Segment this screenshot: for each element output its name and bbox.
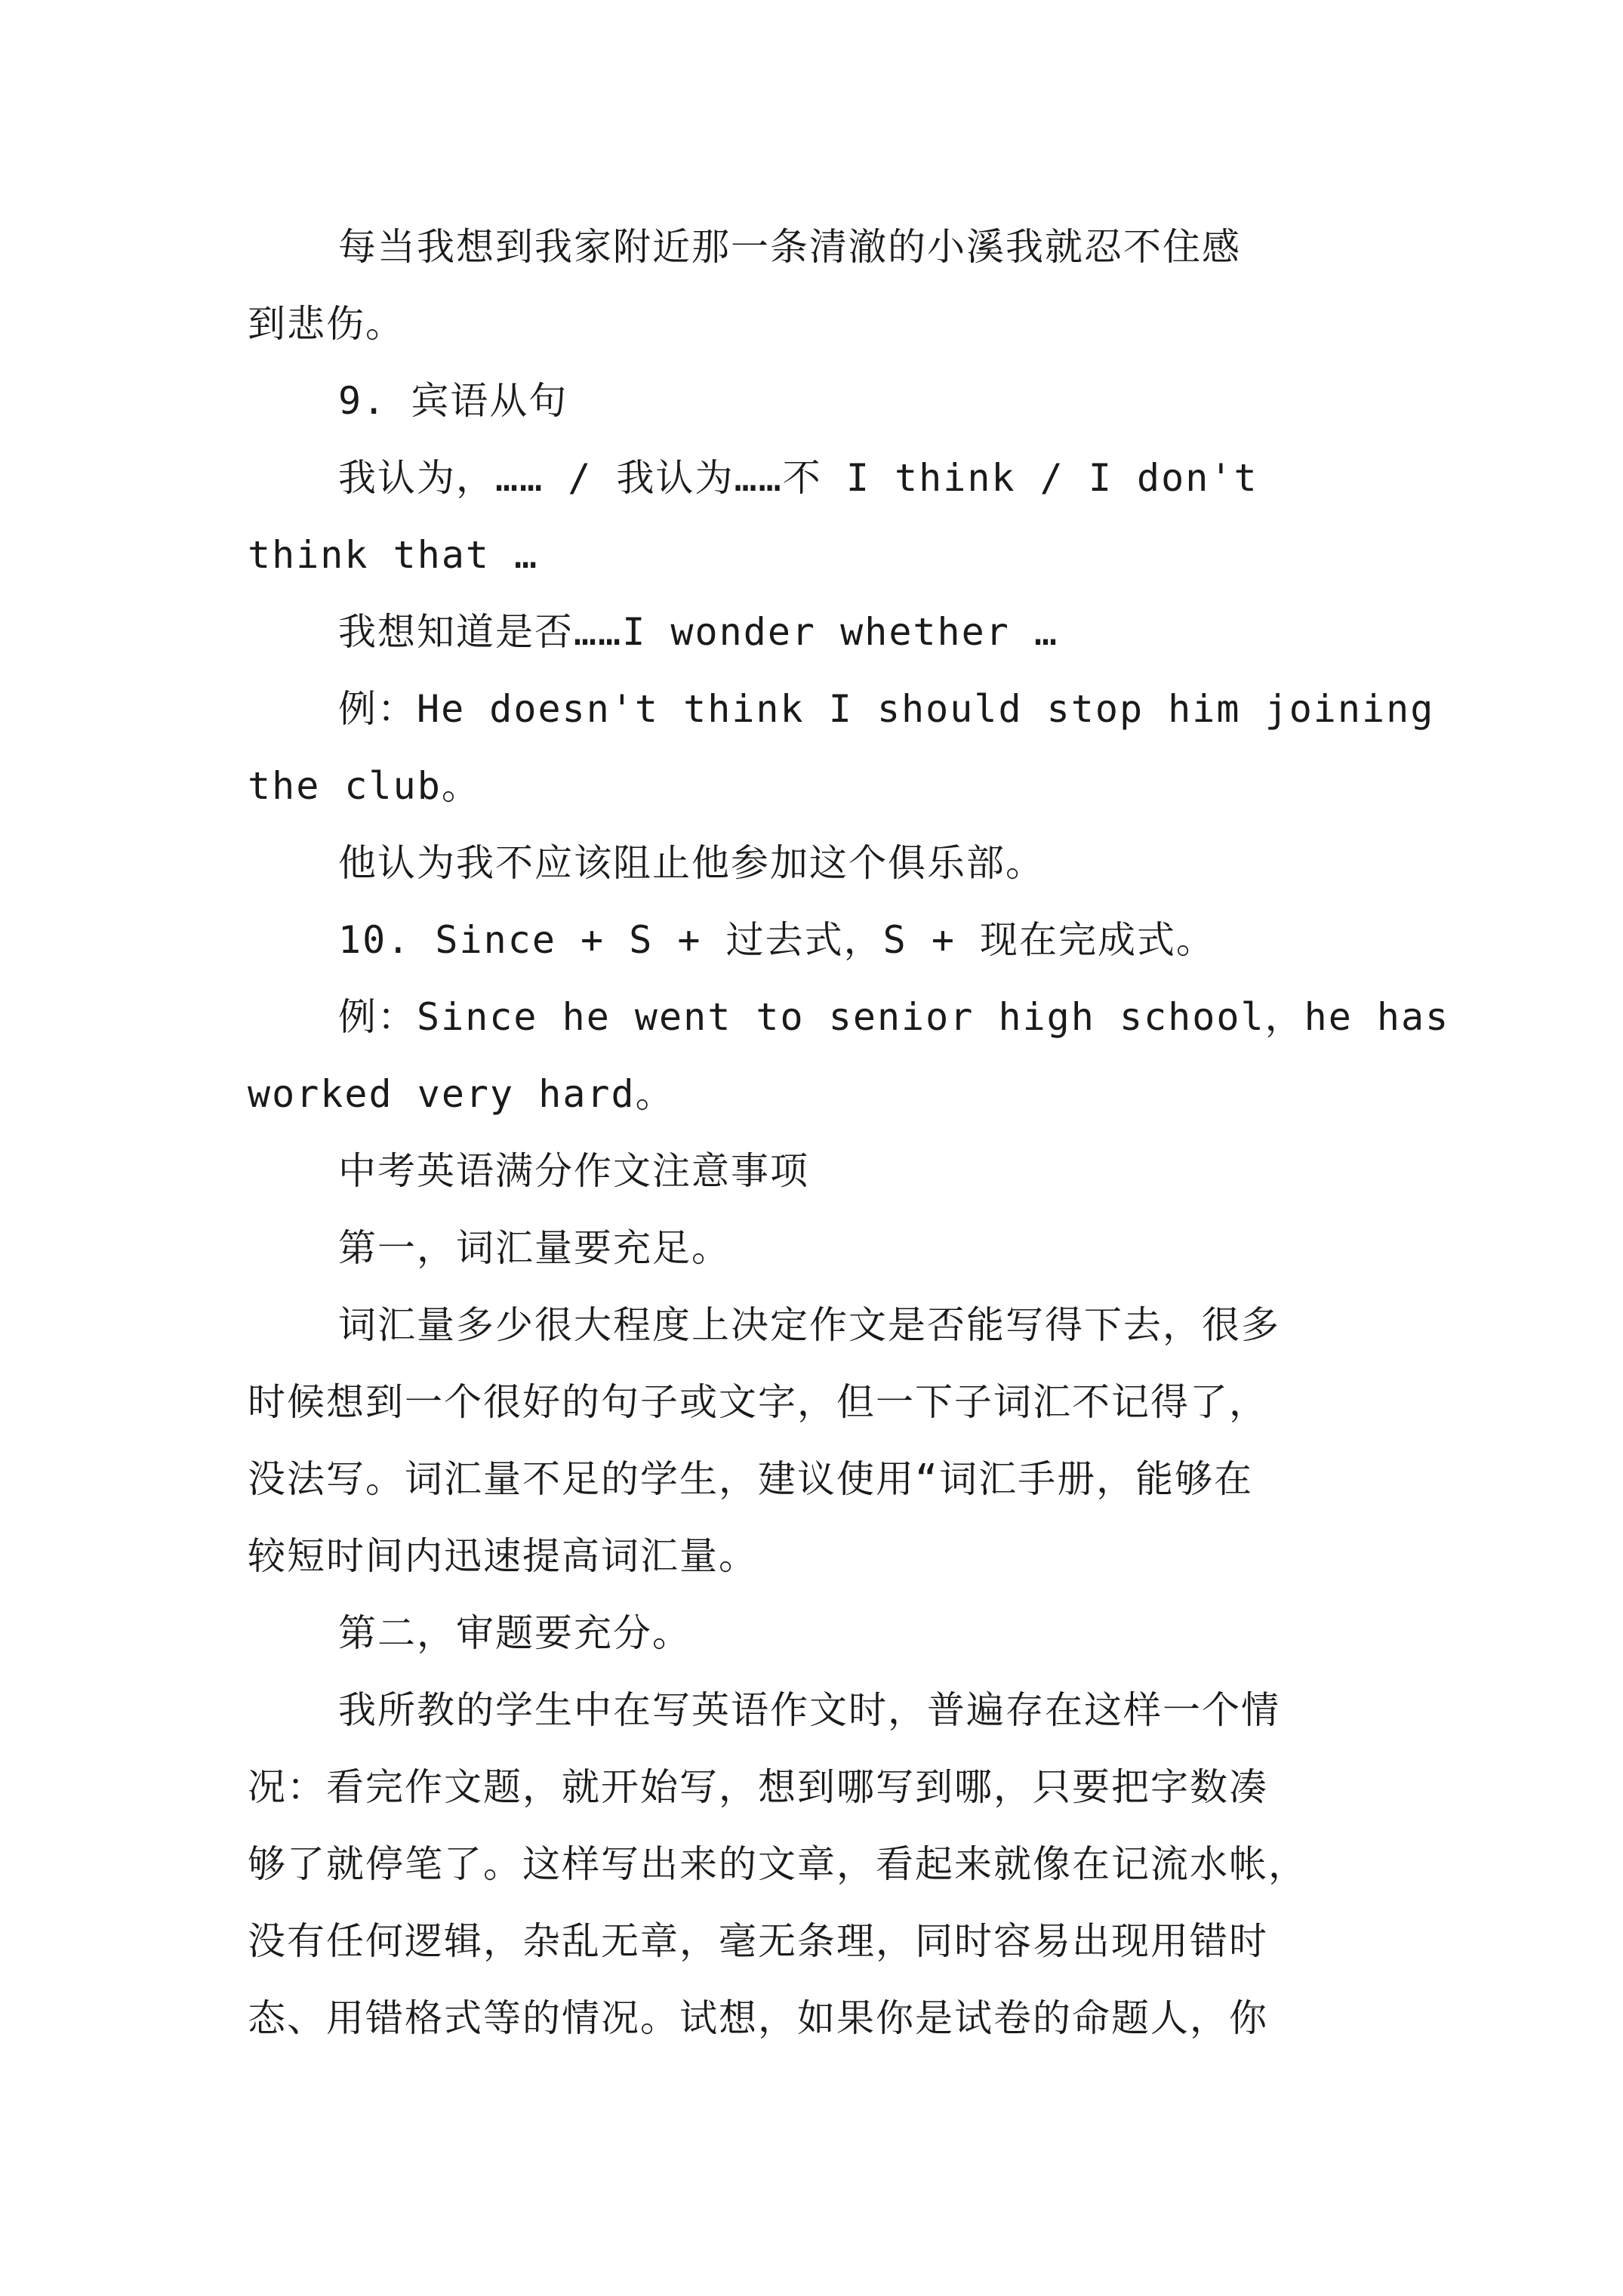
paragraph-line: 没有任何逻辑，杂乱无章，毫无条理，同时容易出现用错时: [248, 1919, 1268, 1963]
section-heading: 9. 宾语从句: [338, 379, 568, 423]
paragraph-line: 较短时间内迅速提高词汇量。: [248, 1534, 758, 1578]
example-line: the club。: [248, 764, 481, 808]
text-line: 我想知道是否……I wonder whether …: [338, 610, 1059, 654]
section-heading: 中考英语满分作文注意事项: [338, 1149, 809, 1193]
example-line: 例：Since he went to senior high school，he has: [338, 995, 1450, 1039]
paragraph-line: 我所教的学生中在写英语作文时，普遍存在这样一个情: [338, 1688, 1280, 1732]
example-line: worked very hard。: [248, 1072, 675, 1116]
text-line: 我认为，…… / 我认为……不 I think / I don't: [338, 456, 1258, 500]
subheading: 第二，审题要充分。: [338, 1611, 691, 1655]
subheading: 第一，词汇量要充足。: [338, 1226, 731, 1270]
paragraph-line: 没法写。词汇量不足的学生，建议使用“词汇手册，能够在: [248, 1457, 1254, 1501]
paragraph-line: 况：看完作文题，就开始写，想到哪写到哪，只要把字数凑: [248, 1765, 1268, 1809]
text-line: 到悲伤。: [248, 302, 405, 346]
text-line: think that …: [248, 533, 539, 577]
paragraph-line: 态、用错格式等的情况。试想，如果你是试卷的命题人，你: [248, 1996, 1268, 2040]
paragraph-line: 够了就停笔了。这样写出来的文章，看起来就像在记流水帐，: [248, 1842, 1307, 1886]
paragraph-line: 时候想到一个很好的句子或文字，但一下子词汇不记得了，: [248, 1380, 1268, 1424]
section-heading: 10. Since + S + 过去式，S + 现在完成式。: [338, 918, 1216, 962]
example-line: 例：He doesn't think I should stop him joining: [338, 687, 1435, 731]
paragraph-line: 词汇量多少很大程度上决定作文是否能写得下去，很多: [338, 1303, 1280, 1347]
translation-line: 他认为我不应该阻止他参加这个俱乐部。: [338, 841, 1045, 885]
text-line: 每当我想到我家附近那一条清澈的小溪我就忍不住感: [338, 225, 1241, 269]
document-page: [248, 208, 1450, 2057]
